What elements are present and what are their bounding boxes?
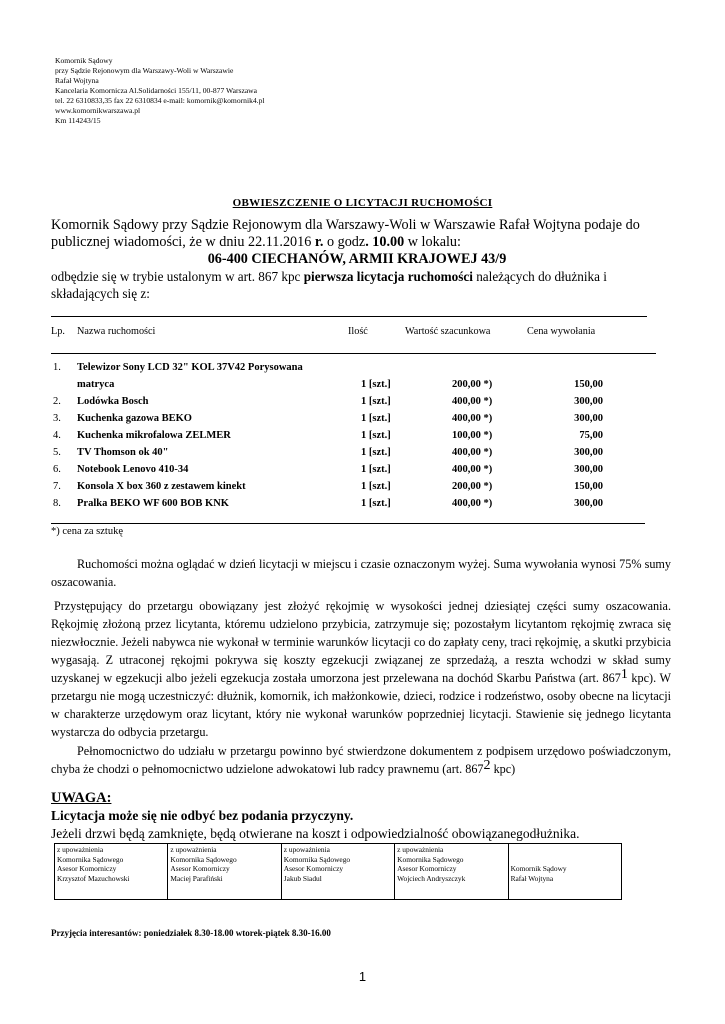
row-qty: 1 [szt.] xyxy=(361,481,391,492)
signature-line: z upoważnienia xyxy=(283,845,330,854)
divider xyxy=(51,353,656,354)
row-name: Kuchenka gazowa BEKO xyxy=(77,413,192,424)
intro-text: odbędzie się w trybie ustalonym w art. 867 kpc xyxy=(51,269,304,284)
signature-name: Rafał Wojtyna xyxy=(510,873,554,883)
row-name: Notebook Lenovo 410-34 xyxy=(77,464,189,475)
letterhead-line: tel. 22 6310833,35 fax 22 6310834 e-mail: komornik@komornik4.pl xyxy=(55,96,265,105)
row-qty: 1 [szt.] xyxy=(361,464,391,475)
row-qty: 1 [szt.] xyxy=(361,413,391,424)
row-price: 300,00 xyxy=(574,413,603,424)
table-row xyxy=(0,447,725,464)
row-lp: 3. xyxy=(53,413,61,424)
row-qty: 1 [szt.] xyxy=(361,498,391,509)
superscript: 2 xyxy=(483,758,491,773)
row-value: 200,00 *) xyxy=(452,379,493,390)
letterhead-line: Komornik Sądowy xyxy=(55,56,113,65)
row-price: 300,00 xyxy=(574,447,603,458)
intro-r: r. xyxy=(314,234,324,250)
signature-name: Wojciech Andryszczyk xyxy=(397,873,466,883)
signature-line: Komornika Sądowego xyxy=(397,854,464,864)
signature-spacer xyxy=(511,845,619,864)
letterhead-line: Rafał Wojtyna xyxy=(55,76,99,85)
row-price: 300,00 xyxy=(574,396,603,407)
header-price: Cena wywołania xyxy=(527,326,596,337)
row-value: 400,00 *) xyxy=(452,396,493,407)
row-lp: 6. xyxy=(53,464,61,475)
row-price: 300,00 xyxy=(574,464,603,475)
table-row xyxy=(0,379,725,396)
row-value: 100,00 *) xyxy=(452,430,493,441)
row-lp: 7. xyxy=(53,481,61,492)
power-of-attorney-paragraph xyxy=(51,742,671,778)
signature-row xyxy=(55,844,622,900)
footnote: *) cena za sztukę xyxy=(51,526,123,537)
table-row xyxy=(0,362,725,379)
row-qty: 1 [szt.] xyxy=(361,379,391,390)
header-value: Wartość szacunkowa xyxy=(405,326,491,337)
row-lp: 2. xyxy=(53,396,61,407)
signature-line: Komornik Sądowy xyxy=(510,864,567,873)
signature-line: Komornika Sądowego xyxy=(283,854,351,864)
deposit-paragraph xyxy=(51,597,671,741)
signature-cell xyxy=(508,844,621,900)
row-qty: 1 [szt.] xyxy=(361,447,391,458)
signature-cell xyxy=(281,844,394,900)
deposit-text: kpc). W przetargu nie mogą uczestniczyć: dłużnik, komornik, ich małżonkowie, dzieci, rodzice i rodzeństwo, osoby obecne na licytacji w charakterze urzędowym oraz licytant, który nie wykonał warunków poprzedniej licytacji. Stawienie się jednego licytanta wystarcza do odbycia przetargu. xyxy=(51,671,671,739)
row-lp: 4. xyxy=(53,430,61,441)
signature-line: z upoważnienia xyxy=(170,845,217,854)
intro-time: . 10.00 xyxy=(365,234,405,250)
table-row xyxy=(0,481,725,498)
letterhead-line: Kancelaria Komornicza Al.Solidarności 155/11, 00-877 Warszawa xyxy=(55,86,258,95)
row-value: 200,00 *) xyxy=(452,481,493,492)
table-row xyxy=(0,498,725,515)
signature-line: Asesor Komorniczy xyxy=(57,864,117,873)
page-title: OBWIESZCZENIE O LICYTACJI RUCHOMOŚCI xyxy=(232,197,493,209)
signature-line: Asesor Komorniczy xyxy=(170,864,230,873)
poa-text: Pełnomocnictwo do udziału w przetargu powinno być stwierdzone dokumentem z podpisem urzędowo poświadczonym, chyba że chodzi o pełnomocnictwo udzielone adwokatowi lub radcy prawnemu (art. 867 xyxy=(51,744,671,776)
header-name: Nazwa ruchomości xyxy=(77,326,156,337)
row-value: 400,00 *) xyxy=(452,413,493,424)
row-lp: 5. xyxy=(53,447,61,458)
signature-line: z upoważnienia xyxy=(57,845,104,854)
intro-text: w lokalu: xyxy=(404,234,461,250)
warning-line-1: Licytacja może się nie odbyć bez podania przyczyny. xyxy=(51,808,354,823)
row-name: Kuchenka mikrofalowa ZELMER xyxy=(77,430,231,441)
warning-line-2: Jeżeli drzwi będą zamknięte, będą otwierane na koszt i odpowiedzialność obowiązanegodłużnika. xyxy=(51,826,580,841)
row-name: Telewizor Sony LCD 32" KOL 37V42 Porysowana xyxy=(77,362,303,373)
signature-name: Jakub Siadul xyxy=(283,873,322,883)
intro-bold: pierwsza licytacja ruchomości xyxy=(303,269,473,284)
bailiff-letterhead xyxy=(55,56,264,126)
office-hours: Przyjęcia interesantów: poniedziałek 8.30-18.00 wtorek-piątek 8.30-16.00 xyxy=(51,928,331,938)
signature-table xyxy=(54,843,622,900)
table-row xyxy=(0,430,725,447)
signature-cell xyxy=(395,844,508,900)
page-number: 1 xyxy=(358,969,367,984)
intro-text: o godz xyxy=(323,234,366,250)
signature-name: Maciej Parafiński xyxy=(170,873,223,883)
viewing-paragraph: Ruchomości można oglądać w dzień licytacji w miejscu i czasie oznaczonym wyżej. Suma wywołania wynosi 75% sumy oszacowania. xyxy=(51,557,671,589)
row-qty: 1 [szt.] xyxy=(361,430,391,441)
signature-line: z upoważnienia xyxy=(397,845,444,854)
intro-paragraph xyxy=(51,217,663,268)
row-name: TV Thomson ok 40" xyxy=(77,447,169,458)
divider xyxy=(51,316,647,317)
signature-line: Asesor Komorniczy xyxy=(283,864,344,873)
signature-cell xyxy=(168,844,281,900)
letterhead-line: www.komornikwarszawa.pl xyxy=(55,106,141,115)
signature-line: Asesor Komorniczy xyxy=(397,864,457,873)
warning-heading: UWAGA: xyxy=(51,790,112,806)
intro-paragraph-2 xyxy=(51,268,663,302)
table-row xyxy=(0,464,725,481)
case-number: Km 114243/15 xyxy=(55,116,101,125)
signature-line: Komornika Sądowego xyxy=(170,854,237,864)
intro-text: Komornik Sądowy przy Sądzie Rejonowym dla Warszawy-Woli w Warszawie Rafał Wojtyna podaje do publicznej wiadomości, że w dniu 22.11.2016 xyxy=(51,217,640,250)
row-price: 150,00 xyxy=(574,379,603,390)
superscript: 1 xyxy=(620,667,628,682)
header-lp: Lp. xyxy=(51,326,65,337)
row-name: Lodówka Bosch xyxy=(77,396,149,407)
letterhead-line: przy Sądzie Rejonowym dla Warszawy-Woli w Warszawie xyxy=(55,66,234,75)
signature-line: Komornika Sądowego xyxy=(57,854,124,864)
table-row xyxy=(0,396,725,413)
row-price: 300,00 xyxy=(574,498,603,509)
intro-text: należących do dłużnika i składających się z: xyxy=(51,269,607,301)
signature-name: Krzysztof Mazuchowski xyxy=(57,873,130,883)
row-lp: 1. xyxy=(53,362,61,373)
poa-text: kpc) xyxy=(490,762,516,776)
signature-cell xyxy=(55,844,168,900)
row-price: 150,00 xyxy=(574,481,603,492)
auction-address: 06-400 CIECHANÓW, ARMII KRAJOWEJ 43/9 xyxy=(207,251,507,267)
row-value: 400,00 *) xyxy=(452,447,493,458)
row-name: Pralka BEKO WF 600 BOB KNK xyxy=(77,498,229,509)
row-value: 400,00 *) xyxy=(452,498,493,509)
row-name: matryca xyxy=(77,379,115,390)
divider xyxy=(51,523,645,524)
deposit-text: Przystępujący do przetargu obowiązany jest złożyć rękojmię w wysokości jednej dziesiątej części sumy oszacowania. Rękojmię złożoną przez licytanta, któremu udzielono przybicia, zatrzymuje się; pozostałym licytantom rękojmię zwraca się niezwłocznie. Jeżeli nabywca nie wykonał w terminie warunków licytacji co do zapłaty ceny, traci rękojmię, a skutki przybicia wygasają. Z utraconej rękojmi pokrywa się koszty egzekucji związanej ze sprzedażą, a reszta wchodzi w skład sumy uzyskanej w egzekucji albo jeżeli egzekucja została umorzona jest przelewana na dochód Skarbu Państwa (art. 867 xyxy=(51,599,671,685)
row-price: 75,00 xyxy=(579,430,603,441)
row-qty: 1 [szt.] xyxy=(361,396,391,407)
row-lp: 8. xyxy=(53,498,61,509)
row-value: 400,00 *) xyxy=(452,464,493,475)
row-name: Konsola X box 360 z zestawem kinekt xyxy=(77,481,246,492)
header-qty: Ilość xyxy=(348,326,368,337)
table-row xyxy=(0,413,725,430)
